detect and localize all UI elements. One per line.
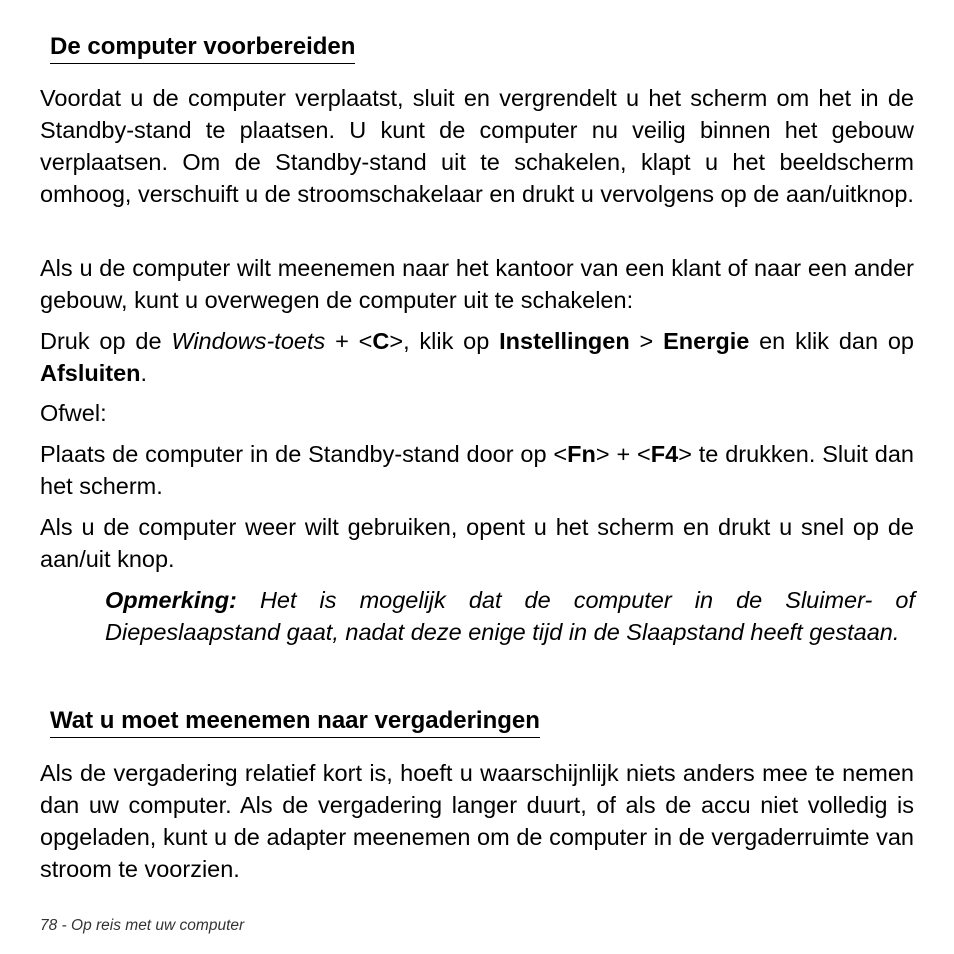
- text-run: Plaats de computer in de Standby-stand door op <: [40, 441, 568, 467]
- text-run: + <: [325, 328, 373, 354]
- paragraph-resume: Als u de computer weer wilt gebruiken, opent u het scherm en drukt u snel op de aan/uit knop.: [40, 514, 914, 572]
- text-run: >: [629, 328, 664, 354]
- settings-text: Instellingen: [499, 328, 630, 354]
- paragraph-standby-keys: [40, 438, 914, 502]
- key-c-text: C: [372, 328, 390, 354]
- text-run: > te drukken. Sluit dan het scherm.: [40, 441, 914, 499]
- shutdown-text: Afsluiten: [40, 360, 141, 386]
- windows-key-text: Windows-toets: [171, 328, 326, 354]
- text-run: .: [140, 360, 148, 386]
- paragraph-or: Ofwel:: [40, 400, 107, 426]
- paragraph-shutdown-advice: Als u de computer wilt meenemen naar het kantoor van een klant of naar een ander gebouw, kunt u overwegen de computer uit te schakelen:: [40, 255, 914, 313]
- text-run: Druk op de: [40, 328, 172, 354]
- note-box: [105, 584, 915, 648]
- note-label: Opmerking:: [105, 587, 237, 613]
- note-text: Het is mogelijk dat de computer in de Sluimer- of Diepeslaapstand gaat, nadat deze enige tijd in de Slaapstand heeft gestaan.: [105, 587, 915, 645]
- paragraph-standby-intro: Voordat u de computer verplaatst, sluit en vergrendelt u het scherm om het in de Standby-stand te plaatsen. U kunt de computer nu veilig binnen het gebouw verplaatsen. Om de Standby-stand uit te schakelen, klapt u het beeldscherm omhoog, verschuift u de stroomschakelaar en drukt u vervolgens op de aan/uitknop.: [40, 85, 914, 207]
- key-f4-text: F4: [650, 441, 679, 467]
- section-heading-prepare: De computer voorbereiden: [50, 32, 355, 64]
- paragraph-meetings: Als de vergadering relatief kort is, hoeft u waarschijnlijk niets anders mee te nemen dan uw computer. Als de vergadering langer duurt, of als de accu niet volledig is opgeladen, kunt u de adapter meenemen om de computer in de vergaderruimte van stroom te voorzien.: [40, 760, 914, 882]
- text-run: > + <: [595, 441, 651, 467]
- text-run: en klik dan op: [749, 328, 915, 354]
- page-footer: 78 - Op reis met uw computer: [40, 917, 245, 934]
- text-run: >, klik op: [389, 328, 500, 354]
- key-fn-text: Fn: [567, 441, 596, 467]
- section-heading-meetings: Wat u moet meenemen naar vergaderingen: [50, 706, 540, 738]
- paragraph-shutdown-steps: [40, 325, 914, 389]
- power-text: Energie: [663, 328, 750, 354]
